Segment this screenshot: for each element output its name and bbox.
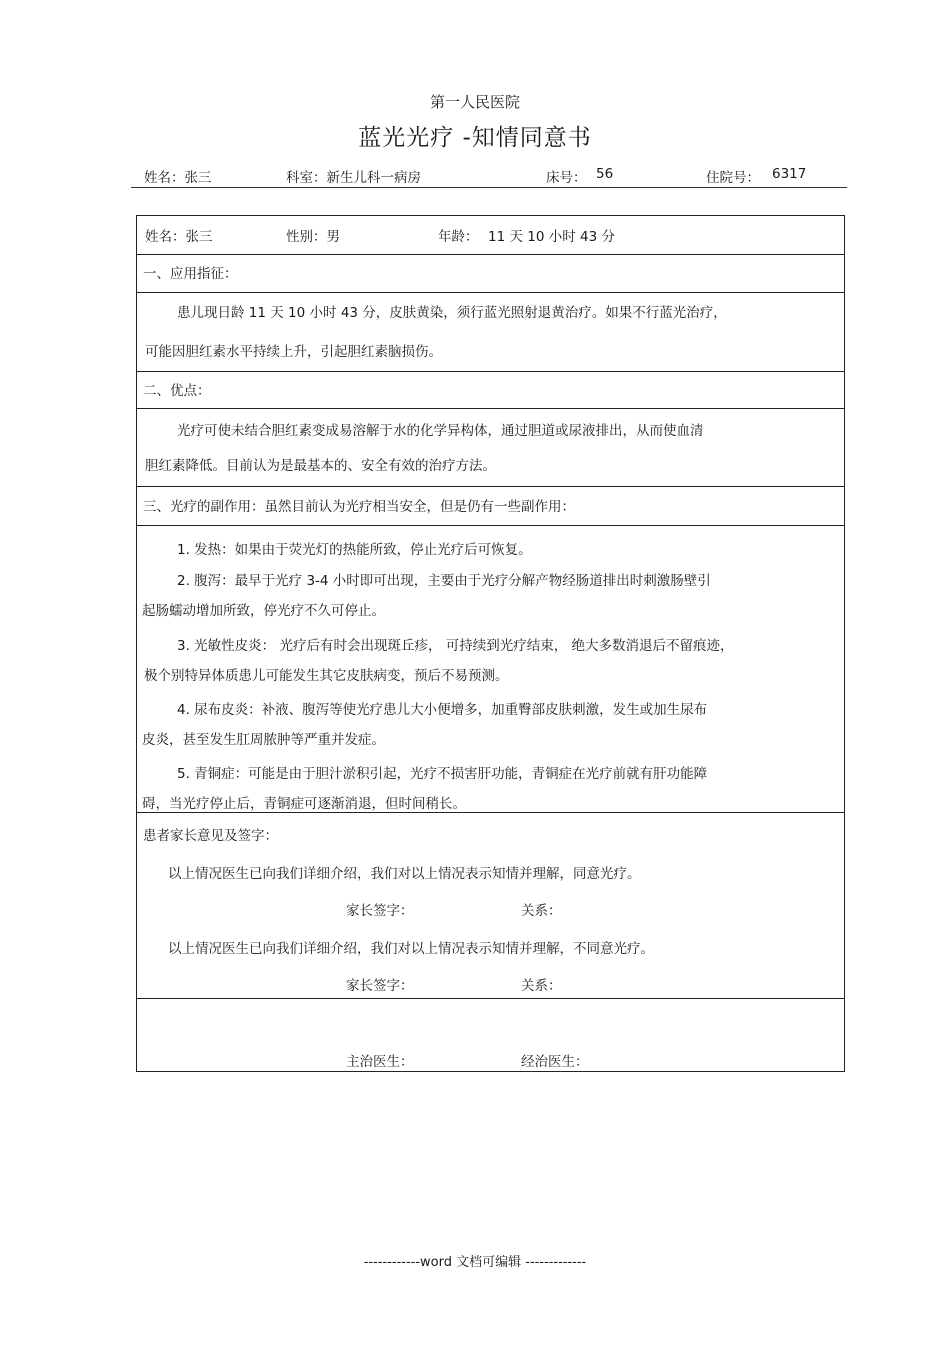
header-bed-label: 床号： — [546, 170, 587, 186]
advantage-title: 二、优点： — [143, 383, 211, 399]
advantage-text-line1: 光疗可使未结合胆红素变成易溶解于水的化学异构体，通过胆道或尿液排出，从而使血清 — [177, 423, 704, 439]
patient-name: 姓名：张三 — [145, 229, 213, 245]
row-divider — [137, 371, 844, 372]
row-divider — [137, 525, 844, 526]
side-effect-2-line2: 起肠蠕动增加所致，停光疗不久可停止。 — [142, 603, 385, 619]
row-divider — [137, 998, 844, 999]
side-effect-5-line2: 碍，当光疗停止后，青铜症可逐渐消退，但时间稍长。 — [142, 796, 466, 812]
advantage-text-line2: 胆红素降低。目前认为是最基本的、安全有效的治疗方法。 — [145, 458, 496, 474]
parent-signature-label: 家长签字： — [346, 903, 414, 919]
consent-title: 患者家长意见及签字： — [143, 828, 278, 844]
relation-label: 关系： — [521, 978, 562, 994]
parent-signature-label: 家长签字： — [346, 978, 414, 994]
relation-label: 关系： — [521, 903, 562, 919]
hospital-name: 第一人民医院 — [429, 93, 520, 111]
indication-text-line2: 可能因胆红素水平持续上升，引起胆红素脑损伤。 — [145, 344, 442, 360]
side-effect-2-line1: 2. 腹泻：最早于光疗 3-4 小时即可出现，主要由于光疗分解产物经肠道排出时刺激肠壁引 — [177, 573, 711, 589]
header-name: 姓名：张三 — [144, 170, 212, 186]
side-effect-4-line1: 4. 尿布皮炎：补液、腹泻等使光疗患儿大小便增多，加重臀部皮肤刺激，发生或加生尿布 — [177, 702, 708, 718]
side-effect-3-line1: 3. 光敏性皮炎： 光疗后有时会出现斑丘疹， 可持续到光疗结束， 绝大多数消退后不留痕迹， — [177, 638, 734, 654]
row-divider — [137, 812, 844, 813]
header-admission-value: 6317 — [772, 166, 807, 182]
header-admission-label: 住院号： — [706, 170, 760, 186]
side-effect-4-line2: 皮炎，甚至发生肛周脓肿等严重并发症。 — [142, 732, 385, 748]
patient-sex: 性别：男 — [286, 229, 340, 245]
row-divider — [137, 486, 844, 487]
indication-text-line1: 患儿现日龄 11 天 10 小时 43 分，皮肤黄染，须行蓝光照射退黄治疗。如果不行蓝光治疗， — [177, 305, 727, 321]
header-department: 科室：新生儿科一病房 — [286, 170, 421, 186]
consent-form-table — [136, 215, 845, 1072]
side-effect-1: 1. 发热：如果由于荧光灯的热能所致，停止光疗后可恢复。 — [177, 542, 532, 558]
side-effect-5-line1: 5. 青铜症：可能是由于胆汁淤积引起，光疗不损害肝功能，青铜症在光疗前就有肝功能障 — [177, 766, 708, 782]
treating-doctor-label: 经治医生： — [521, 1054, 589, 1070]
attending-doctor-label: 主治医生： — [346, 1054, 414, 1070]
header-bed-value: 56 — [596, 166, 614, 182]
row-divider — [137, 254, 844, 255]
indication-title: 一、应用指征： — [143, 266, 238, 282]
side-effect-3-line2: 极个别特异体质患儿可能发生其它皮肤病变，预后不易预测。 — [144, 668, 509, 684]
consent-agree-text: 以上情况医生已向我们详细介绍，我们对以上情况表示知情并理解，同意光疗。 — [168, 866, 641, 882]
side-effects-title: 三、光疗的副作用：虽然目前认为光疗相当安全，但是仍有一些副作用： — [143, 499, 575, 515]
consent-disagree-text: 以上情况医生已向我们详细介绍，我们对以上情况表示知情并理解，不同意光疗。 — [168, 941, 654, 957]
row-divider — [137, 292, 844, 293]
document-title: 蓝光光疗 -知情同意书 — [358, 125, 592, 151]
patient-age-label: 年龄： — [438, 229, 479, 245]
row-divider — [137, 408, 844, 409]
patient-age-value: 11 天 10 小时 43 分 — [488, 229, 615, 245]
footer-note: ------------word 文档可编辑 ------------- — [363, 1255, 587, 1270]
header-rule — [131, 187, 847, 188]
